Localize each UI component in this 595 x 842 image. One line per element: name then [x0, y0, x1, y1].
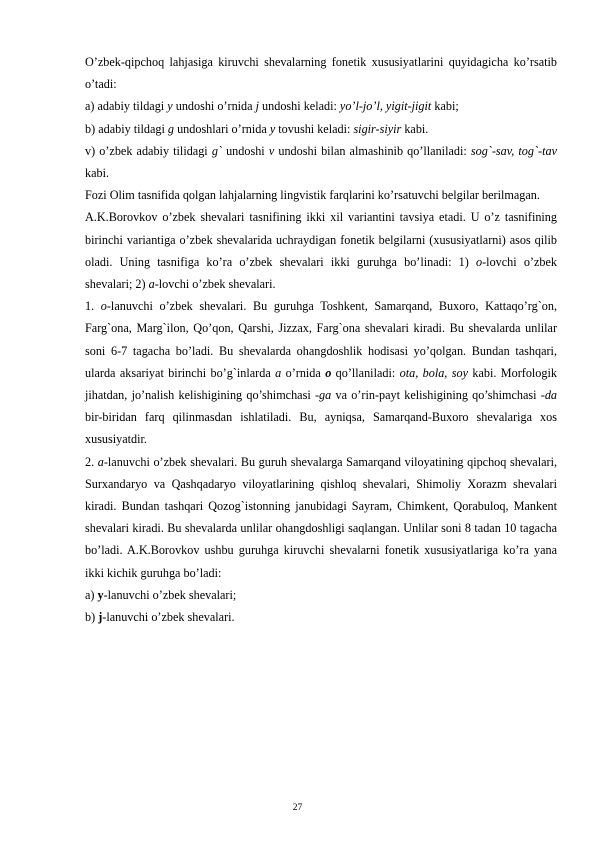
- text-run: undoshi bilan almashinib qo’llaniladi:: [274, 143, 471, 158]
- text-run: Fozi Olim tasnifida qolgan lahjalarning lingvistik farqlarini ko’rsatuvchi belgilar berilmagan.: [85, 188, 540, 203]
- text-run: v: [268, 143, 275, 158]
- text-run: a: [97, 454, 104, 469]
- text-run: tovushi keladi:: [275, 121, 354, 136]
- text-run: -lovchi o’zbek shevalari.: [154, 277, 276, 292]
- text-run: b) adabiy tildagi: [85, 121, 168, 136]
- text-run: -da: [540, 388, 558, 403]
- document-body: [85, 51, 557, 628]
- text-run: a): [85, 587, 98, 602]
- text-run: y: [269, 121, 276, 136]
- text-run: g`: [211, 143, 222, 158]
- text-run: 2.: [85, 454, 98, 469]
- text-run: a: [148, 277, 155, 292]
- text-run: g: [167, 121, 175, 136]
- text-run: ota, bola, soy: [399, 365, 468, 380]
- text-run: o: [325, 365, 332, 380]
- paragraph: [85, 118, 557, 140]
- page-number: 27: [292, 803, 303, 813]
- text-run: kabi;: [431, 99, 459, 114]
- text-run: o: [476, 254, 483, 269]
- text-run: -lanuvchi o’zbek shevalari.: [102, 610, 235, 625]
- text-run: bir-biridan farq qilinmasdan ishlatiladi. Bu, ayniqsa, Samarqand-Buxoro shevalariga xos xususiyatdir.: [85, 410, 557, 447]
- text-run: j: [98, 610, 103, 625]
- text-run: y: [167, 99, 173, 114]
- text-run: undoshi: [221, 143, 269, 158]
- text-run: a: [275, 365, 282, 380]
- text-run: O’zbek-qipchoq lahjasiga kiruvchi shevalarning fonetik xususiyatlarini quyidagicha ko’rsatib o’tadi:: [85, 55, 557, 92]
- text-run: A.K.Borovkov o’zbek shevalari tasnifining ikki xil variantini tavsiya etadi. U o’z tasnifining birinchi variantiga o’zbek shevalarida uchraydigan fonetik belgilarni (xususiyatlarni) asos qilib oladi. Uning tasnifiga ko’ra o’zbek shevalari ikki guruhga bo’linadi: 1): [85, 210, 557, 269]
- text-run: yo’l-jo’l, yigit-jigit: [339, 99, 432, 114]
- paragraph: [85, 140, 557, 184]
- paragraph: [85, 295, 557, 450]
- text-run: o: [100, 299, 107, 314]
- text-run: a) adabiy tildagi: [85, 99, 168, 114]
- paragraph: [85, 584, 557, 606]
- text-run: sigir-siyir: [353, 121, 402, 136]
- text-run: y: [97, 587, 104, 602]
- text-run: kabi.: [401, 121, 429, 136]
- text-run: -lanuvchi o’zbek shevalari;: [103, 587, 237, 602]
- text-run: o’rnida: [281, 365, 326, 380]
- text-run: -lanuvchi o’zbek shevalari. Bu guruh shevalarga Samarqand viloyatining qipchoq shevalari, Surxandaryo va Qashqadaryo viloyatlarining qishloq shevalari, Shimoliy Xorazm shevalari kiradi. Bundan tashqari Qozog`istonning janubidagi Sayram, Chimkent, Qorabuloq, Mankent shevalari kiradi. Bu shevalarda unlilar ohangdoshligi saqlangan. Unlilar soni 8 tadan 10 tagacha bo’ladi. A.K.Borovkov ushbu guruhga kiruvchi shevalarni fonetik xususiyatlariga ko’ra yana ikki kichik guruhga bo’ladi:: [85, 454, 558, 580]
- text-run: kabi. Morfologik jihatdan, jo’nalish kelishigining qo’shimchasi: [85, 365, 557, 403]
- paragraph: [85, 184, 557, 206]
- text-run: undoshi keladi:: [259, 99, 340, 114]
- text-run: -ga: [314, 388, 332, 403]
- paragraph: [85, 451, 557, 584]
- paragraph: [85, 51, 557, 95]
- text-run: -lanuvchi o’zbek shevalari. Bu guruhga Toshkent, Samarqand, Buxoro, Kattaqo’rg`on, Farg`ona, Marg`ilon, Qo’qon, Qarshi, Jizzax, Farg`ona shevalari kiradi. Bu shevalarda unlilar soni 6-7 tagacha bo’ladi. Bu shevalarda ohangdoshlik hodisasi yo’qolgan. Bundan tashqari, ularda aksariyat birinchi bo’g`inlarda: [85, 299, 558, 380]
- text-run: kabi.: [85, 166, 110, 181]
- text-run: v) o’zbek adabiy tilidagi: [85, 143, 212, 158]
- paragraph: [85, 95, 557, 117]
- text-run: sog`-sav, tog`-tav: [470, 143, 557, 158]
- text-run: b): [85, 610, 99, 625]
- paragraph: [85, 206, 557, 295]
- text-run: qo’llaniladi:: [331, 365, 400, 380]
- text-run: undoshi o’rnida: [172, 99, 256, 114]
- text-run: undoshlari o’rnida: [174, 121, 270, 136]
- paragraph: [85, 606, 557, 628]
- text-run: va o’rin-payt kelishigining qo’shimchasi: [331, 388, 541, 403]
- text-run: j: [255, 99, 259, 114]
- text-run: 1.: [85, 299, 101, 314]
- text-run: -lovchi o’zbek shevalari; 2): [85, 254, 557, 292]
